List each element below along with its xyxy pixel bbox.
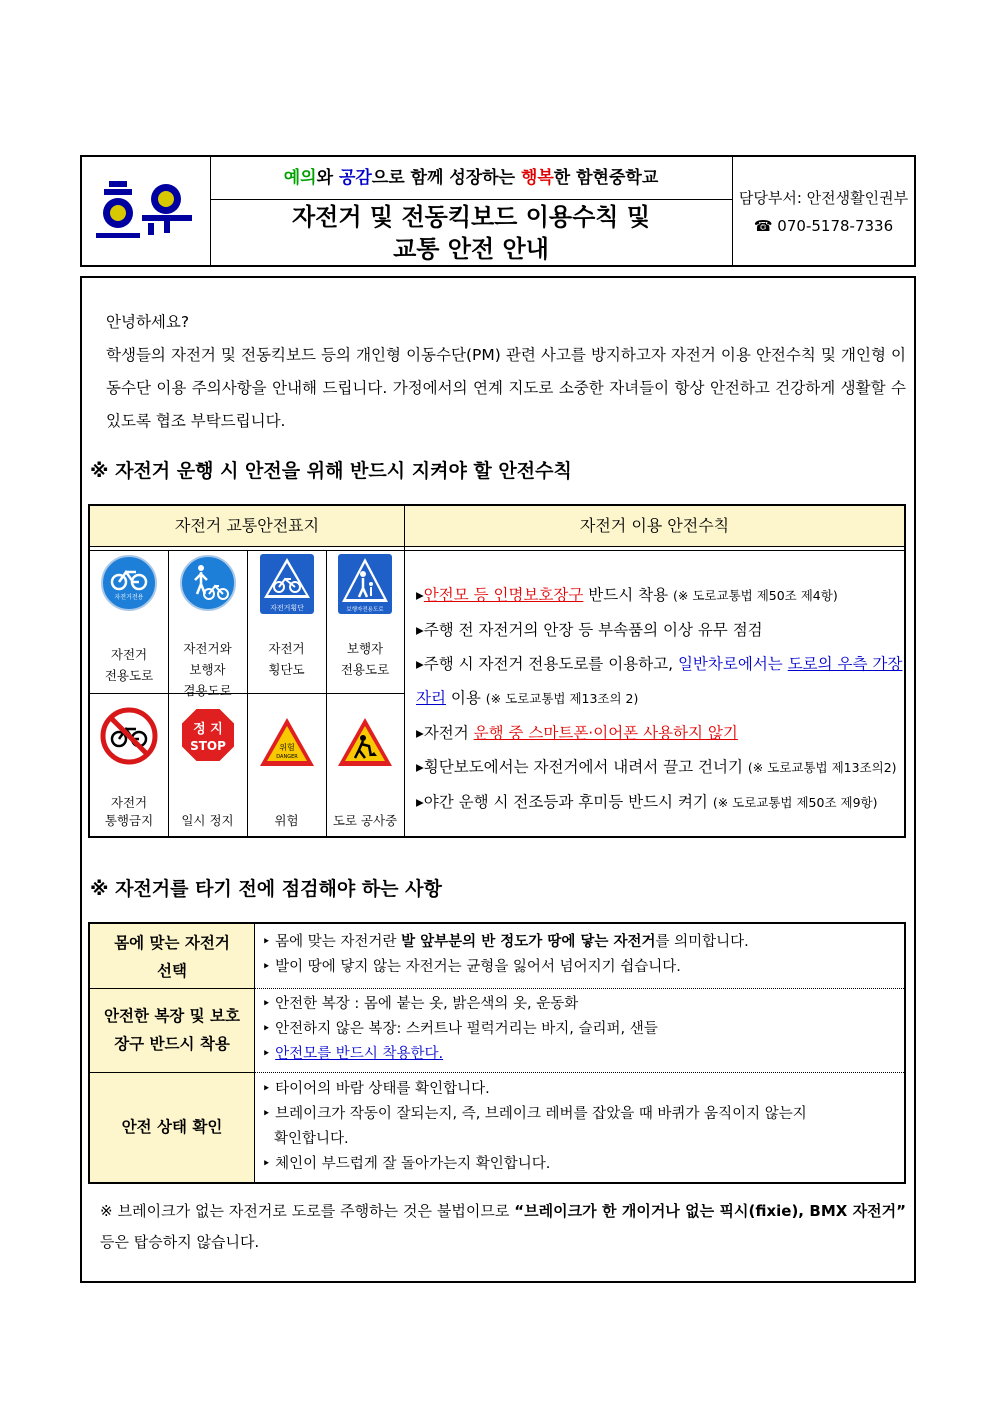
checklist-table bbox=[88, 922, 906, 1184]
check-items-condition: ‣ 타이어의 바람 상태를 확인합니다. ‣ 브레이크가 작동이 잘되는지, 즉, 브레이크 레버를 잡았을 때 바퀴가 움직이지 않는지 확인합니다. ‣ 체인이 부드럽게 잘 돌아가는지 확인합니다. bbox=[262, 1081, 807, 1172]
sign-label: 위험 bbox=[274, 813, 299, 828]
sign-bike-ped-shared bbox=[168, 554, 247, 701]
motto-word-5: 행복 bbox=[520, 168, 554, 188]
sign-pedestrian-only bbox=[326, 552, 404, 680]
svg-text:DANGER: DANGER bbox=[275, 754, 298, 760]
title-line-1: 자전거 및 전동킥보드 이용수칙 및 bbox=[292, 203, 650, 231]
motto-word-6: 한 함현중학교 bbox=[553, 168, 659, 188]
department: 담당부서: 안전생활인권부 bbox=[738, 189, 909, 207]
school-logo-icon bbox=[82, 157, 210, 265]
danger-sign-icon bbox=[258, 716, 316, 768]
sign-no-bicycles bbox=[90, 706, 168, 830]
sign-label: 도로 공사중 bbox=[332, 813, 398, 828]
title-line-2: 교통 안전 안내 bbox=[393, 235, 549, 263]
check-items-gear: ‣ 안전한 복장 : 몸에 붙는 옷, 밝은색의 옷, 운동화 ‣ 안전하지 않은 복장: 스커트나 펄럭거리는 바지, 슬리퍼, 샌들 ‣ 안전모를 반드시 착용한다. bbox=[262, 996, 658, 1062]
bicycle-crossing-icon bbox=[258, 552, 316, 616]
no-bicycles-icon bbox=[99, 706, 159, 766]
sign-label: 자전거 전용도로 bbox=[104, 647, 154, 683]
motto-word-3: 공감 bbox=[338, 168, 372, 188]
svg-text:보행자전용도로: 보행자전용도로 bbox=[346, 607, 384, 613]
header-box bbox=[80, 155, 916, 267]
rule-2: ▸주행 전 자전거의 안장 등 부속품의 이상 유무 점검 bbox=[416, 621, 763, 639]
svg-text:위험: 위험 bbox=[278, 743, 295, 752]
svg-text:자전거전용: 자전거전용 bbox=[114, 594, 144, 601]
motto-word-2: 와 bbox=[316, 168, 339, 188]
sign-label: 자전거 통행금지 bbox=[104, 795, 154, 828]
sign-label: 보행자 전용도로 bbox=[340, 641, 390, 677]
school-logo bbox=[82, 157, 211, 265]
pedestrian-only-road-icon bbox=[336, 552, 394, 616]
intro-body: 학생들의 자전거 및 전동킥보드 등의 개인형 이동수단(PM) 관련 사고를 방지하고자 자전거 이용 안전수칙 및 개인형 이동수단 이용 주의사항을 안내해 드립니다. 가정에서의 연계 지도로 소중한 자녀들이 항상 안전하고 건강하게 생활할 수 있도록 협조 부탁드립니다. bbox=[106, 346, 906, 430]
col-header-rules: 자전거 이용 안전수칙 bbox=[405, 506, 904, 547]
rule-1: ▸안전모 등 인명보호장구 반드시 착용 (※ 도로교통법 제50조 제4항) bbox=[416, 586, 838, 604]
motto-word-4: 으로 함께 성장하는 bbox=[371, 168, 521, 188]
section2-title: ※ 자전거를 타기 전에 점검해야 하는 사항 bbox=[90, 878, 442, 900]
sign-label: 자전거 횡단도 bbox=[268, 641, 305, 677]
sign-road-work bbox=[326, 716, 404, 831]
rule-5: ▸횡단보도에서는 자전거에서 내려서 끌고 건너기 (※ 도로교통법 제13조의2) bbox=[416, 758, 897, 776]
check-items-fit: ‣ 몸에 맞는 자전거란 발 앞부분의 반 정도가 땅에 닿는 자전거를 의미합니다. ‣ 발이 땅에 닿지 않는 자전거는 균형을 잃어서 넘어지기 쉽습니다. bbox=[262, 934, 749, 975]
sign-label: 일시 정지 bbox=[181, 813, 234, 828]
svg-text:정 지: 정 지 bbox=[192, 722, 223, 737]
check-label-fit: 몸에 맞는 자전거 선택 bbox=[90, 924, 254, 988]
svg-text:자전거횡단: 자전거횡단 bbox=[269, 604, 304, 612]
bike-pedestrian-shared-icon bbox=[179, 554, 237, 612]
stop-sign-icon bbox=[179, 706, 237, 764]
intro bbox=[106, 306, 906, 438]
header-contact bbox=[733, 157, 914, 265]
safety-table bbox=[88, 504, 906, 838]
sign-danger bbox=[247, 716, 326, 831]
greeting: 안녕하세요? bbox=[106, 313, 190, 331]
rule-3: ▸주행 시 자전거 전용도로를 이용하고, 일반차로에서는 도로의 우측 가장자리 이용 (※ 도로교통법 제13조의 2) bbox=[416, 655, 903, 707]
header-center bbox=[210, 157, 733, 265]
rule-6: ▸야간 운행 시 전조등과 후미등 반드시 켜기 (※ 도로교통법 제50조 제9항) bbox=[416, 793, 878, 811]
check-label-gear: 안전한 복장 및 보호 장구 반드시 착용 bbox=[90, 989, 254, 1072]
check-label-condition: 안전 상태 확인 bbox=[90, 1073, 254, 1182]
col-header-signs: 자전거 교통안전표지 bbox=[90, 506, 405, 547]
motto-word-1: 예의 bbox=[283, 168, 317, 188]
school-motto bbox=[210, 157, 732, 200]
sign-label: 자전거와 보행자 겸용도로 bbox=[183, 641, 232, 698]
svg-text:STOP: STOP bbox=[189, 739, 226, 753]
rule-4: ▸자전거 운행 중 스마트폰·이어폰 사용하지 않기 bbox=[416, 724, 738, 742]
sign-stop bbox=[168, 706, 247, 831]
sign-bicycle-only bbox=[90, 554, 168, 686]
phone-number: ☎ 070-5178-7336 bbox=[753, 217, 894, 235]
section1-title: ※ 자전거 운행 시 안전을 위해 반드시 지켜야 할 안전수칙 bbox=[90, 460, 572, 482]
bicycle-only-road-icon bbox=[100, 554, 158, 612]
rules-list bbox=[416, 578, 904, 820]
road-work-icon bbox=[336, 716, 394, 768]
page-title bbox=[210, 201, 732, 265]
footnote: ※ 브레이크가 없는 자전거로 도로를 주행하는 것은 불법이므로 “브레이크가 한 개이거나 없는 픽시(fixie), BMX 자전거” 등은 탑승하지 않습니다. bbox=[100, 1202, 907, 1251]
sign-bicycle-crossing bbox=[247, 552, 326, 680]
